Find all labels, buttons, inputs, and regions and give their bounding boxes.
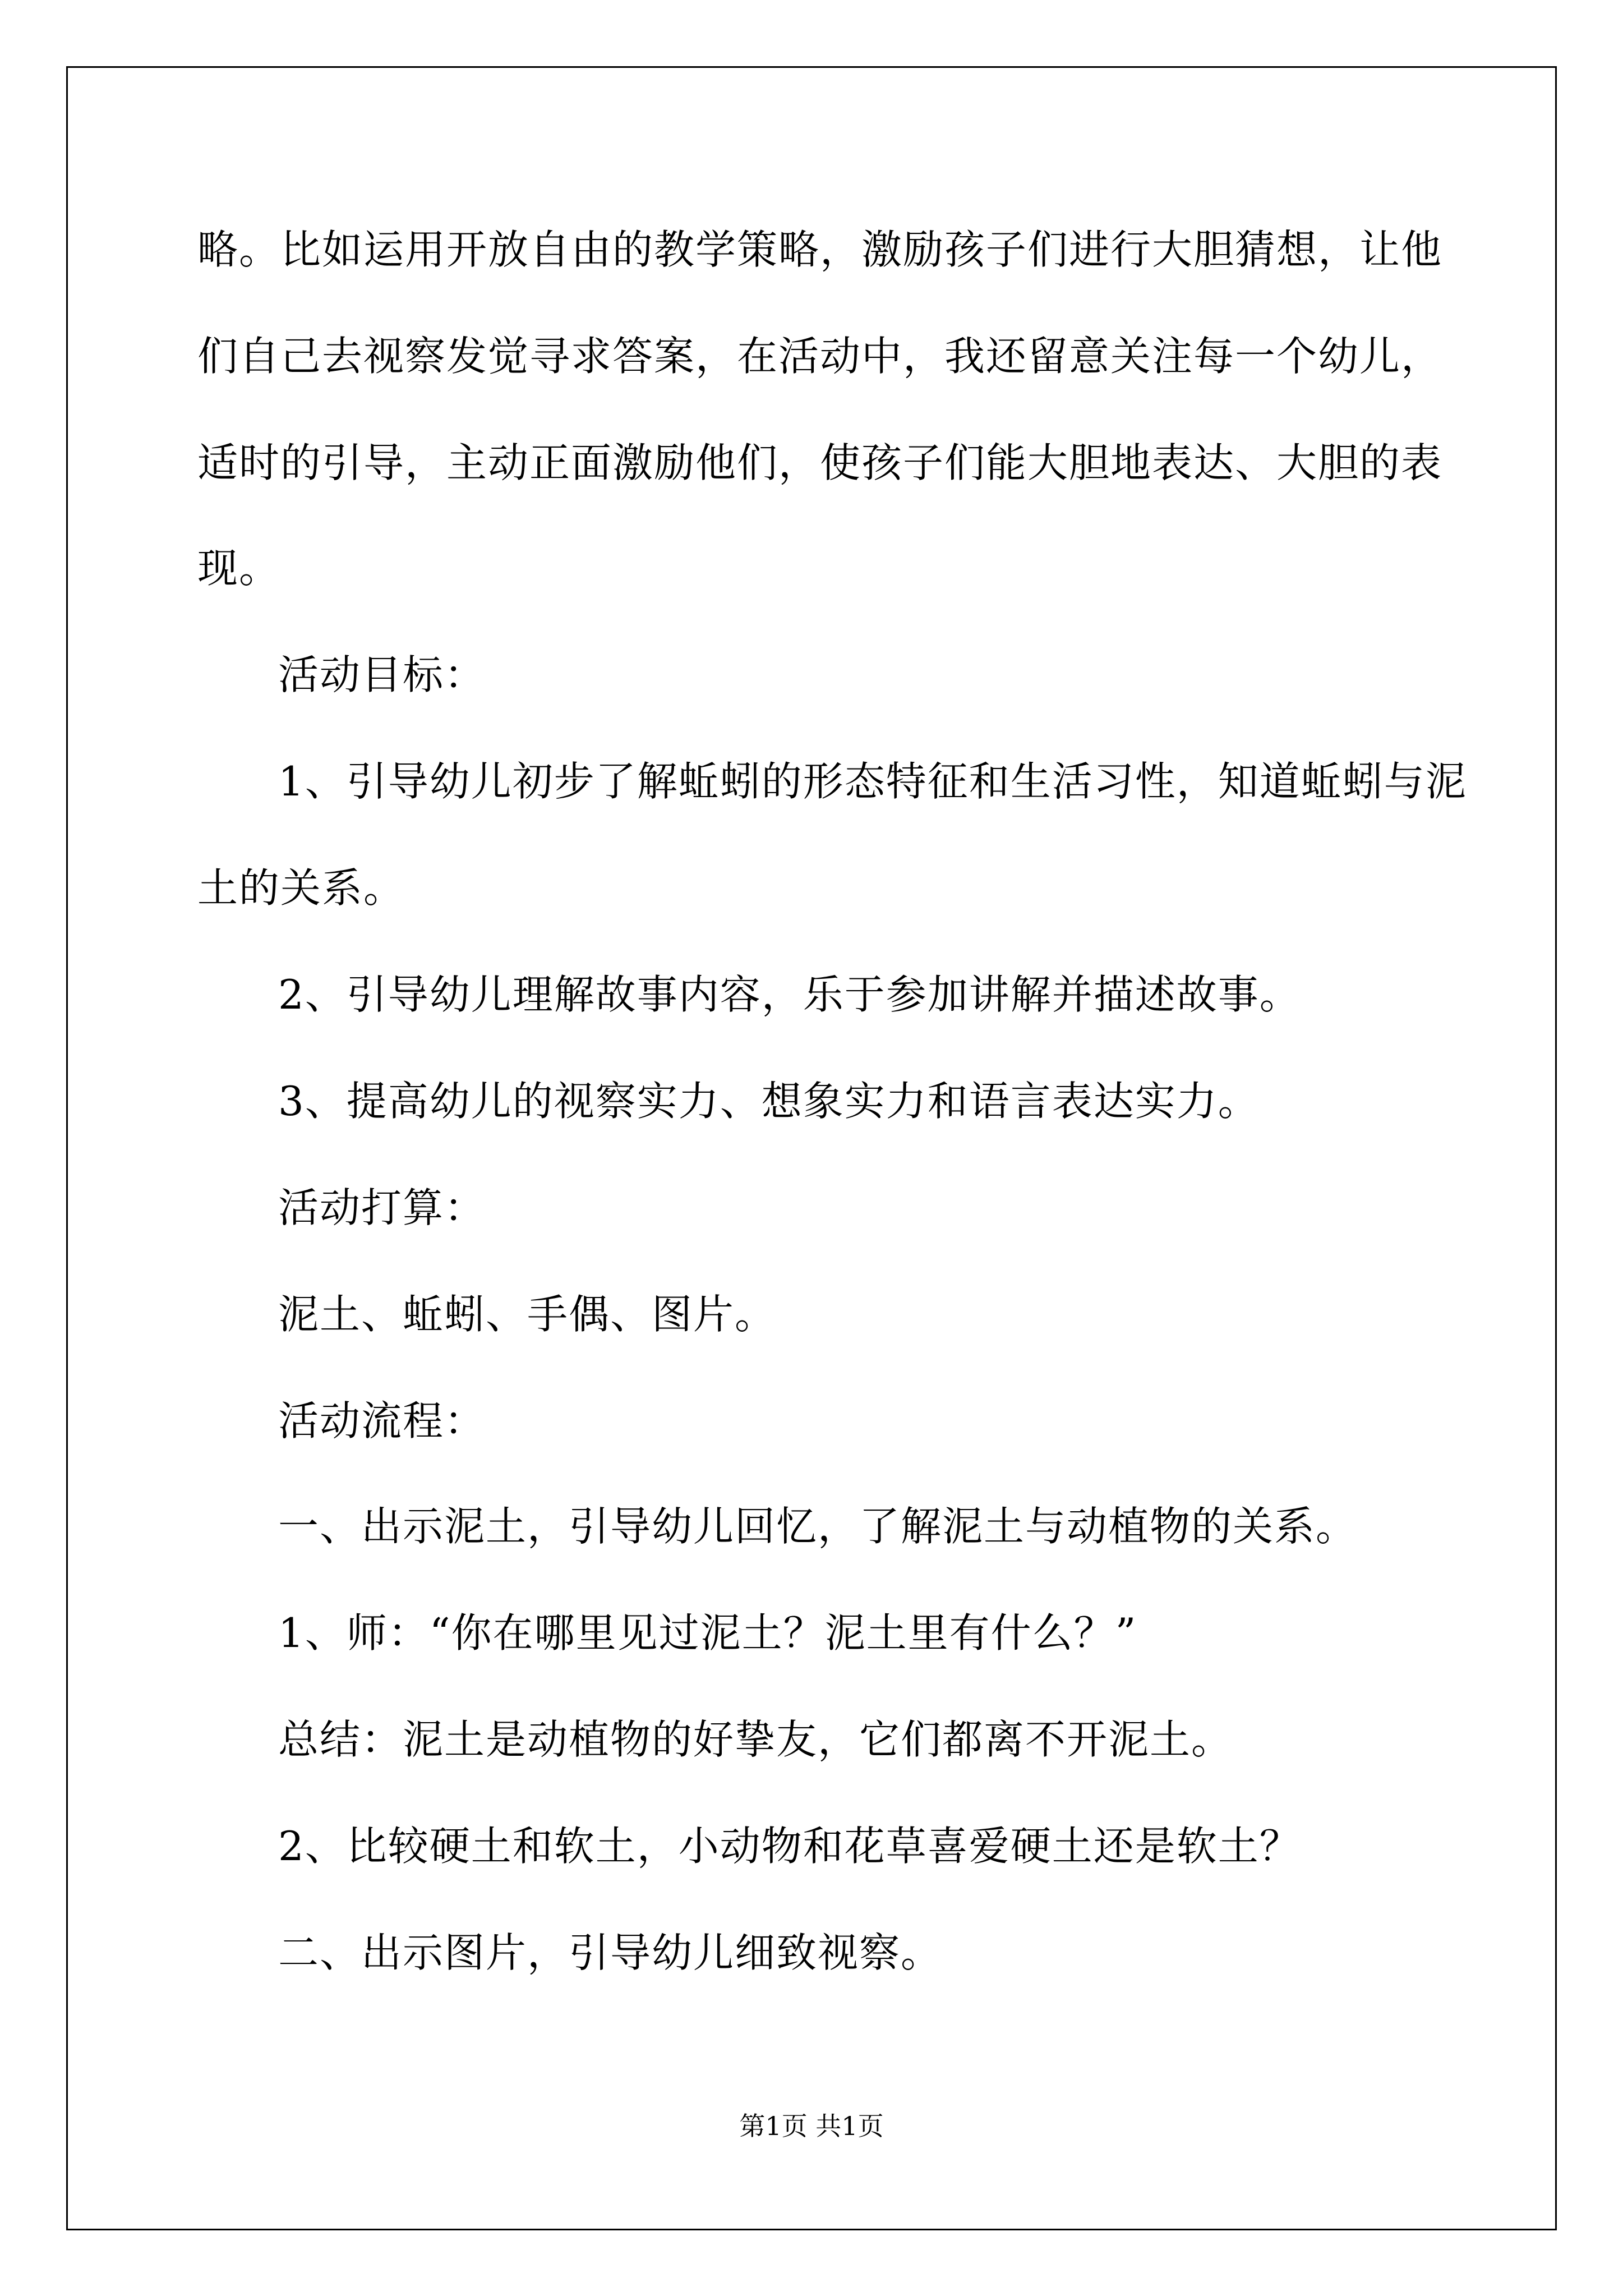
- text-line: 2、引导幼儿理解故事内容，乐于参加讲解并描述故事。: [278, 971, 1301, 1018]
- text-line: 3、提高幼儿的视察实力、想象实力和语言表达实力。: [278, 1078, 1260, 1125]
- text-line: 略。比如运用开放自由的教学策略，激励孩子们进行大胆猜想，让他: [197, 226, 1443, 273]
- text-line: 1、师：“你在哪里见过泥土？泥土里有什么？”: [278, 1609, 1137, 1657]
- page-border: [66, 66, 1557, 2230]
- section-heading: 活动流程：: [278, 1397, 486, 1444]
- text-line: 泥土、蚯蚓、手偶、图片。: [278, 1291, 777, 1338]
- text-line: 适时的引导，主动正面激励他们，使孩子们能大胆地表达、大胆的表: [197, 439, 1443, 486]
- text-line: 2、比较硬土和软土，小动物和花草喜爱硬土还是软土？: [278, 1823, 1301, 1870]
- text-line: 土的关系。: [197, 864, 405, 912]
- section-heading: 活动打算：: [278, 1184, 486, 1231]
- text-line: 现。: [197, 545, 281, 592]
- text-line: 们自己去视察发觉寻求答案，在活动中，我还留意关注每一个幼儿，: [197, 333, 1443, 380]
- text-line: 1、引导幼儿初步了解蚯蚓的形态特征和生活习性，知道蚯蚓与泥: [278, 758, 1467, 805]
- page-footer: 第1页 共1页: [739, 2111, 884, 2141]
- text-line: 二、出示图片，引导幼儿细致视察。: [278, 1929, 943, 1976]
- text-line: 总结：泥土是动植物的好挚友，它们都离不开泥土。: [278, 1716, 1233, 1763]
- text-line: 一、出示泥土，引导幼儿回忆，了解泥土与动植物的关系。: [278, 1503, 1358, 1550]
- section-heading: 活动目标：: [278, 651, 486, 698]
